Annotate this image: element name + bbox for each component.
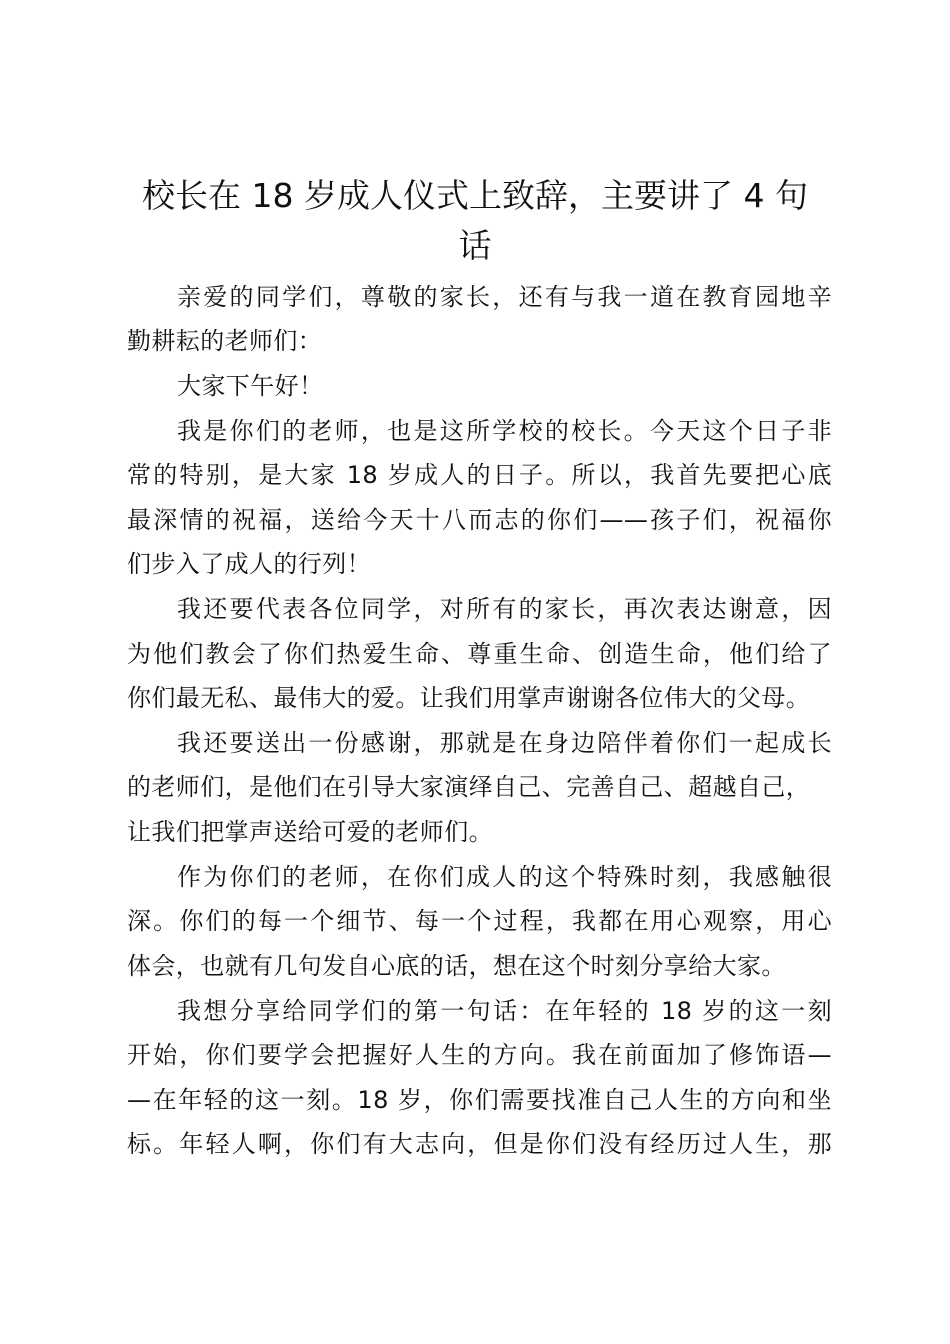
paragraph-line: 开始，你们要学会把握好人生的方向。我在前面加了修饰语— — [127, 1041, 832, 1069]
document-title-line-2: 话 — [458, 226, 492, 265]
paragraph-line: 大家下午好！ — [177, 372, 324, 400]
paragraph-line: —在年轻的这一刻。18 岁，你们需要找准自己人生的方向和坐 — [127, 1086, 832, 1114]
paragraph-line: 勤耕耘的老师们： — [127, 327, 323, 355]
paragraph-line: 我还要送出一份感谢，那就是在身边陪伴着你们一起成长 — [177, 729, 832, 757]
paragraph-line: 们步入了成人的行列！ — [127, 550, 371, 578]
paragraph-line: 我是你们的老师，也是这所学校的校长。今天这个日子非 — [177, 417, 832, 445]
paragraph-line: 标。年轻人啊，你们有大志向，但是你们没有经历过人生，那 — [127, 1130, 832, 1158]
paragraph-line: 我想分享给同学们的第一句话：在年轻的 18 岁的这一刻 — [177, 997, 832, 1025]
paragraph-line: 常的特别，是大家 18 岁成人的日子。所以，我首先要把心底 — [127, 461, 832, 489]
paragraph-line: 作为你们的老师，在你们成人的这个特殊时刻，我感触很 — [177, 863, 832, 891]
paragraph-line: 你们最无私、最伟大的爱。让我们用掌声谢谢各位伟大的父母。 — [127, 684, 811, 712]
paragraph-line: 我还要代表各位同学，对所有的家长，再次表达谢意，因 — [177, 595, 832, 623]
paragraph-line: 的老师们，是他们在引导大家演绎自己、完善自己、超越自己， — [127, 773, 811, 801]
paragraph-line: 最深情的祝福，送给今天十八而志的你们——孩子们，祝福你 — [127, 506, 832, 534]
paragraph-line: 体会，也就有几句发自心底的话，想在这个时刻分享给大家。 — [127, 952, 786, 980]
paragraph-line: 为他们教会了你们热爱生命、尊重生命、创造生命，他们给了 — [127, 640, 832, 668]
paragraph-line: 深。你们的每一个细节、每一个过程，我都在用心观察，用心 — [127, 907, 832, 935]
paragraph-line: 亲爱的同学们，尊敬的家长，还有与我一道在教育园地辛 — [177, 283, 832, 311]
document-title-line-1: 校长在 18 岁成人仪式上致辞，主要讲了 4 句 — [142, 176, 808, 215]
paragraph-line: 让我们把掌声送给可爱的老师们。 — [127, 818, 493, 846]
